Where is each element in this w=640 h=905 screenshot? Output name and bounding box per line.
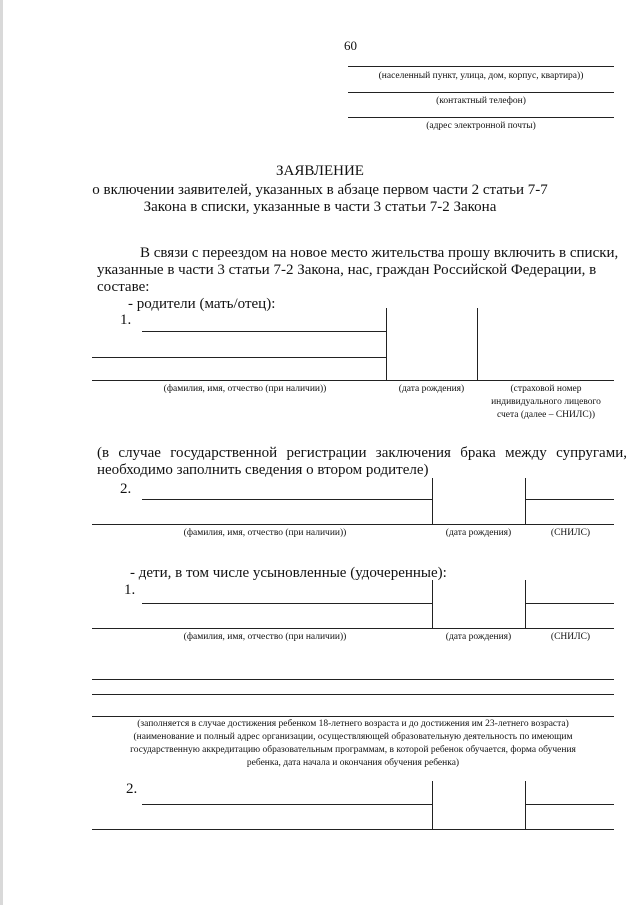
child1-name-line[interactable] [142,603,432,604]
second-parent-note-line2: необходимо заполнить сведения о втором родителе) [97,462,429,478]
child2-divider-a [432,781,433,829]
child2-name-line[interactable] [142,804,432,805]
parent2-number: 2. [120,481,132,497]
education-note-line2: (наименование и полный адрес организации, осуществляющей образовательную деятельность по имеющим [133,732,573,742]
child1-education-line2[interactable] [92,694,614,695]
education-note-line1: (заполняется в случае достижения ребенком 18-летнего возраста и до достижения им 23-летнего возраста) [137,719,569,729]
page-number: 60 [344,38,357,53]
child1-divider-b [525,580,526,628]
education-note-line4: ребенка, дата начала и окончания обучения ребенка) [246,758,460,768]
child1-divider-a [432,580,433,628]
parent1-name-line1[interactable] [142,331,386,332]
parent2-caption-name: (фамилия, имя, отчество (при наличии)) [183,528,347,538]
parent1-number: 1. [120,312,132,328]
child2-field-line[interactable] [92,829,614,830]
email-caption: (адрес электронной почты) [426,121,536,131]
child1-snils-line[interactable] [525,603,614,604]
phone-caption: (контактный телефон) [436,96,526,106]
parent1-caption-birth: (дата рождения) [398,384,465,394]
parent2-divider-a [432,478,433,524]
child2-number: 2. [126,781,138,797]
intro-line2: указанные в части 3 статьи 7-2 Закона, нас, граждан Российской Федерации, в [97,262,597,278]
intro-line1: В связи с переездом на новое место жительства прошу включить в списки, [140,245,619,261]
parent1-field-line[interactable] [92,380,614,381]
address-caption: (населенный пункт, улица, дом, корпус, квартира)) [378,71,584,81]
parent2-divider-b [525,478,526,524]
document-subtitle-line1: о включении заявителей, указанных в абзаце первом части 2 статьи 7-7 [92,182,548,198]
parent2-caption-snils: (СНИЛС) [550,528,591,538]
parents-label: - родители (мать/отец): [128,296,276,312]
scan-edge [0,0,3,905]
child1-field-line[interactable] [92,628,614,629]
parent1-caption-snils-l3: счета (далее – СНИЛС)) [496,410,595,420]
second-parent-note-line1: (в случае государственной регистрации заключения брака между супругами, [97,445,627,461]
address-line[interactable] [348,66,614,67]
parent2-snils-line[interactable] [525,499,614,500]
parent1-divider-a [386,308,387,380]
child1-education-line1[interactable] [92,679,614,680]
intro-line3: составе: [97,279,150,295]
education-note-line3: государственную аккредитацию образовательным программам, в которой ребенок обучается, форма обучения [130,745,576,755]
child2-snils-line[interactable] [525,804,614,805]
child1-caption-snils: (СНИЛС) [550,632,591,642]
phone-line[interactable] [348,92,614,93]
parent1-caption-snils-l2: индивидуального лицевого [491,397,601,407]
parent1-caption-snils-l1: (страховой номер [510,384,582,394]
child1-caption-birth: (дата рождения) [445,632,512,642]
parent1-name-line2[interactable] [92,357,386,358]
child1-education-line3[interactable] [92,716,614,717]
children-label: - дети, в том числе усыновленные (удочеренные): [130,565,447,581]
child1-caption-name: (фамилия, имя, отчество (при наличии)) [183,632,347,642]
parent2-field-line[interactable] [92,524,614,525]
parent2-name-line[interactable] [142,499,432,500]
child1-number: 1. [124,582,136,598]
child2-divider-b [525,781,526,829]
document-title: ЗАЯВЛЕНИЕ [276,163,364,179]
parent1-divider-b [477,308,478,380]
email-line[interactable] [348,117,614,118]
document-subtitle-line2: Закона в списки, указанные в части 3 статьи 7-2 Закона [143,199,497,215]
parent1-caption-name: (фамилия, имя, отчество (при наличии)) [163,384,327,394]
parent2-caption-birth: (дата рождения) [445,528,512,538]
